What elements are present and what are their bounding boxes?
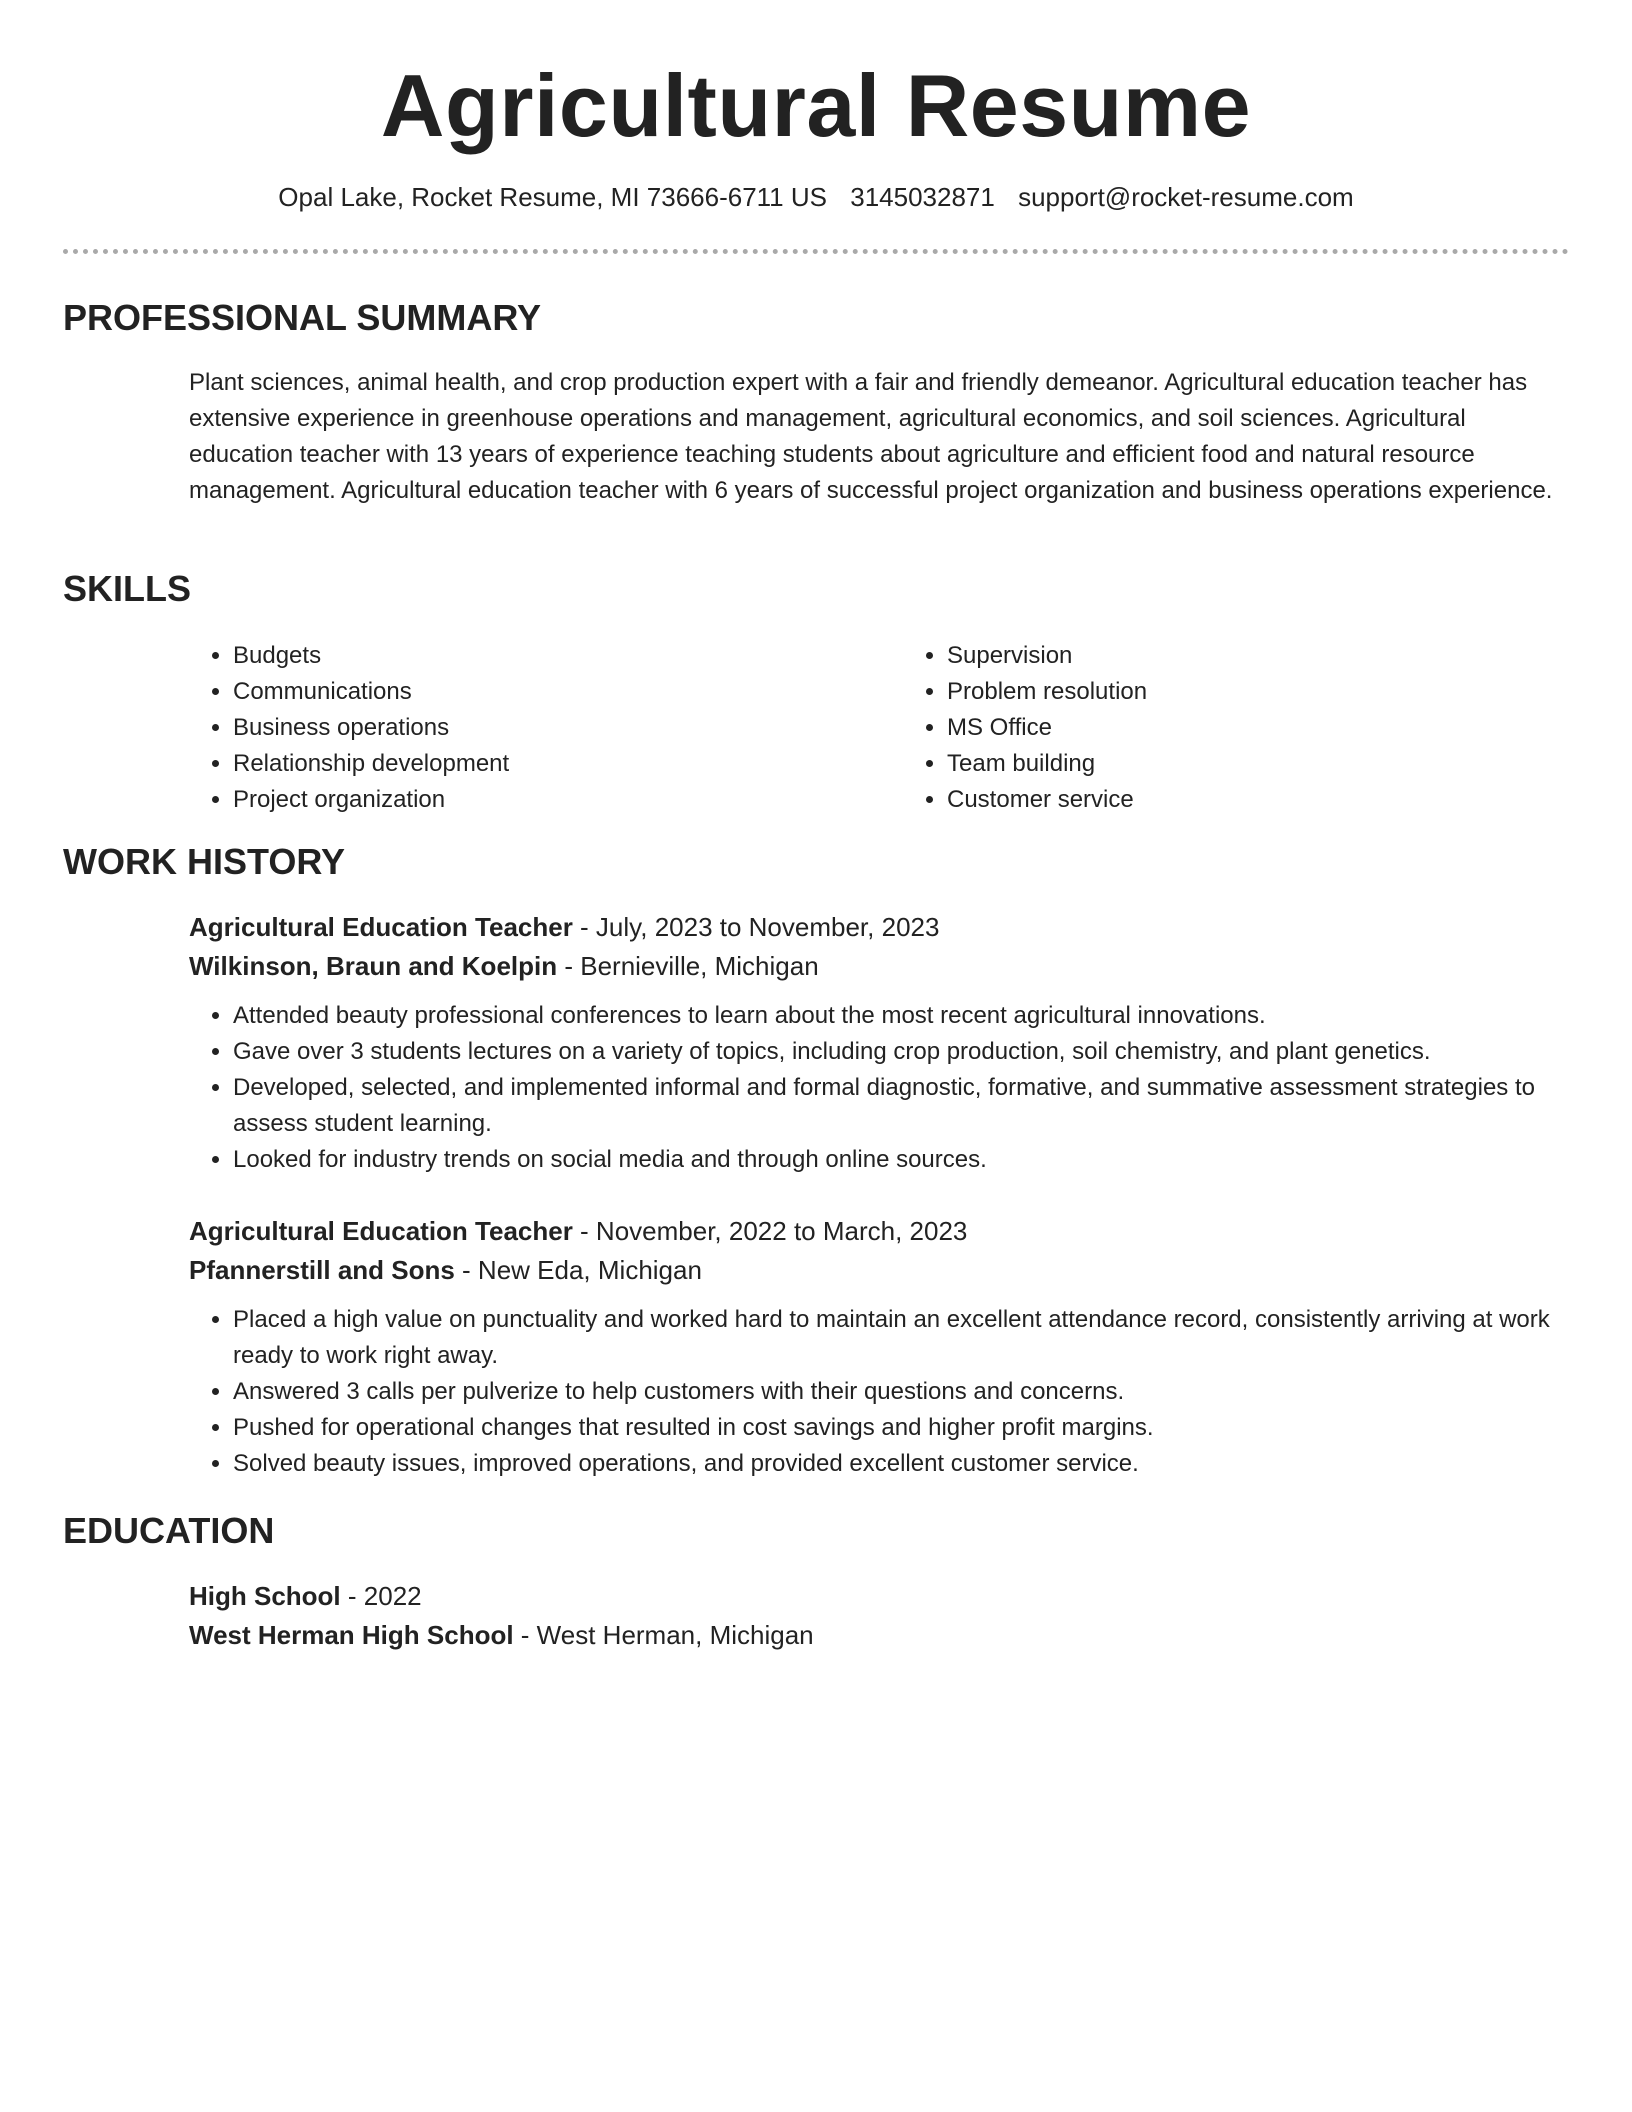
skill-item: • Relationship development bbox=[233, 746, 879, 782]
job-company-line bbox=[189, 947, 1569, 986]
education-school-line bbox=[189, 1616, 1569, 1655]
education-degree: High School bbox=[189, 1581, 341, 1611]
skill-item: • Customer service bbox=[947, 782, 1569, 818]
skills-column-right bbox=[879, 638, 1569, 818]
skill-item: • Project organization bbox=[233, 782, 879, 818]
job-title-line bbox=[189, 1212, 1569, 1251]
job-title-line bbox=[189, 908, 1569, 947]
job-dates: - July, 2023 to November, 2023 bbox=[572, 912, 940, 942]
skills-column-left bbox=[189, 638, 879, 818]
header-divider bbox=[63, 249, 1569, 254]
job-company: Wilkinson, Braun and Koelpin bbox=[189, 951, 558, 981]
contact-line bbox=[0, 181, 1632, 213]
job-company-line bbox=[189, 1251, 1569, 1290]
job-company: Pfannerstill and Sons bbox=[189, 1255, 455, 1285]
job-bullet: • Looked for industry trends on social media and through online sources. bbox=[233, 1142, 1569, 1178]
skills-list bbox=[189, 638, 1569, 818]
job-bullets bbox=[189, 998, 1569, 1178]
job-entry bbox=[189, 1212, 1569, 1482]
job-location: - Bernieville, Michigan bbox=[557, 951, 819, 981]
skill-item: • Budgets bbox=[233, 638, 879, 674]
job-role: Agricultural Education Teacher bbox=[189, 912, 573, 942]
job-bullet: • Attended beauty professional conferences to learn about the most recent agricultural innovations. bbox=[233, 998, 1569, 1034]
job-entry bbox=[189, 908, 1569, 1178]
job-bullet: • Answered 3 calls per pulverize to help customers with their questions and concerns. bbox=[233, 1374, 1569, 1410]
address: Opal Lake, Rocket Resume, MI 73666-6711 US bbox=[278, 182, 827, 212]
email: support@rocket-resume.com bbox=[1018, 182, 1354, 212]
education-entry bbox=[189, 1577, 1569, 1655]
education-location: - West Herman, Michigan bbox=[513, 1620, 814, 1650]
education-school: West Herman High School bbox=[189, 1620, 514, 1650]
education-year: - 2022 bbox=[340, 1581, 422, 1611]
job-bullet: • Gave over 3 students lectures on a variety of topics, including crop production, soil chemistry, and plant genetics. bbox=[233, 1034, 1569, 1070]
section-title-summary: PROFESSIONAL SUMMARY bbox=[63, 297, 542, 338]
job-role: Agricultural Education Teacher bbox=[189, 1216, 573, 1246]
section-title-work: WORK HISTORY bbox=[63, 841, 346, 882]
job-location: - New Eda, Michigan bbox=[454, 1255, 702, 1285]
job-bullet: • Placed a high value on punctuality and worked hard to maintain an excellent attendance record, consistently arriving at work ready to work right away. bbox=[233, 1302, 1569, 1374]
phone: 3145032871 bbox=[850, 182, 995, 212]
skill-item: • MS Office bbox=[947, 710, 1569, 746]
summary-text: Plant sciences, animal health, and crop production expert with a fair and friendly demeanor. Agricultural education teacher has extensive experience in greenhouse operations and management, agricultural economics, and soil sciences. Agricultural education teacher with 13 years of experience teaching students about agriculture and efficient food and natural resource management. Agricultural education teacher with 6 years of successful project organization and business operations experience. bbox=[189, 369, 1553, 504]
job-dates: - November, 2022 to March, 2023 bbox=[572, 1216, 968, 1246]
job-bullet: • Developed, selected, and implemented informal and formal diagnostic, formative, and summative assessment strategies to assess student learning. bbox=[233, 1070, 1569, 1142]
education-degree-line bbox=[189, 1577, 1569, 1616]
section-title-education: EDUCATION bbox=[63, 1510, 275, 1551]
job-bullet: • Pushed for operational changes that resulted in cost savings and higher profit margins. bbox=[233, 1410, 1569, 1446]
skill-item: • Problem resolution bbox=[947, 674, 1569, 710]
skill-item: • Supervision bbox=[947, 638, 1569, 674]
job-bullets bbox=[189, 1302, 1569, 1482]
skill-item: • Communications bbox=[233, 674, 879, 710]
skill-item: • Team building bbox=[947, 746, 1569, 782]
section-title-skills: SKILLS bbox=[63, 568, 192, 609]
resume-name: Agricultural Resume bbox=[380, 56, 1252, 155]
skill-item: • Business operations bbox=[233, 710, 879, 746]
job-bullet: • Solved beauty issues, improved operations, and provided excellent customer service. bbox=[233, 1446, 1569, 1482]
